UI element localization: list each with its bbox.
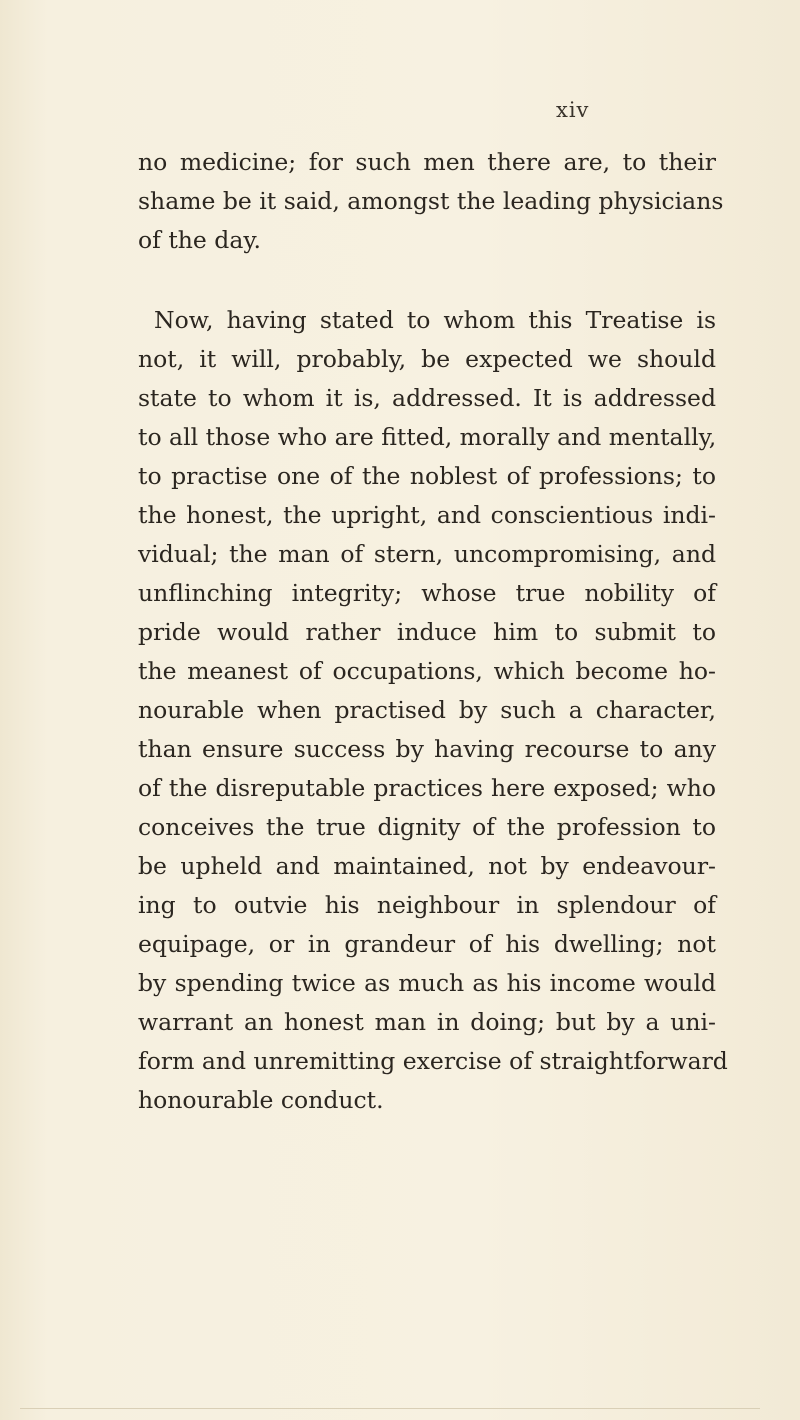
text-line: honourable conduct. [138, 1086, 384, 1114]
text-line: no medicine; for such men there are, to their [138, 148, 716, 176]
text-line: of the disreputable practices here exposed; who [138, 774, 716, 802]
text-line: the meanest of occupations, which become ho- [138, 657, 716, 685]
text-line: nourable when practised by such a character, [138, 696, 716, 724]
text-line: by spending twice as much as his income would [138, 969, 716, 997]
paragraph-spacer [138, 260, 716, 301]
text-line: shame be it said, amongst the leading physicians [138, 187, 724, 215]
text-line: unflinching integrity; whose true nobility of [138, 579, 716, 607]
text-line: Now, having stated to whom this Treatise is [154, 306, 716, 334]
text-line: form and unremitting exercise of straightforward [138, 1047, 728, 1075]
text-line: equipage, or in grandeur of his dwelling; not [138, 930, 716, 958]
text-line: to all those who are fitted, morally and mentally, [138, 423, 717, 451]
text-line: of the day. [138, 226, 261, 254]
text-line: conceives the true dignity of the profession to [138, 813, 716, 841]
text-line: not, it will, probably, be expected we should [138, 345, 716, 373]
text-line: warrant an honest man in doing; but by a uni- [138, 1008, 716, 1036]
body-text [138, 143, 728, 1120]
text-line: state to whom it is, addressed. It is addressed [138, 384, 716, 412]
text-line: the honest, the upright, and conscientious indi- [138, 501, 716, 529]
paragraph-2 [138, 301, 728, 1120]
text-line: pride would rather induce him to submit to [138, 618, 716, 646]
paragraph-1 [138, 143, 724, 260]
page-edge-divider [20, 1408, 760, 1409]
text-line: ing to outvie his neighbour in splendour of [138, 891, 716, 919]
text-line: to practise one of the noblest of professions; to [138, 462, 716, 490]
page-number: xiv [556, 98, 590, 122]
text-line: vidual; the man of stern, uncompromising, and [138, 540, 716, 568]
text-line: than ensure success by having recourse to any [138, 735, 716, 763]
text-line: be upheld and maintained, not by endeavour- [138, 852, 716, 880]
